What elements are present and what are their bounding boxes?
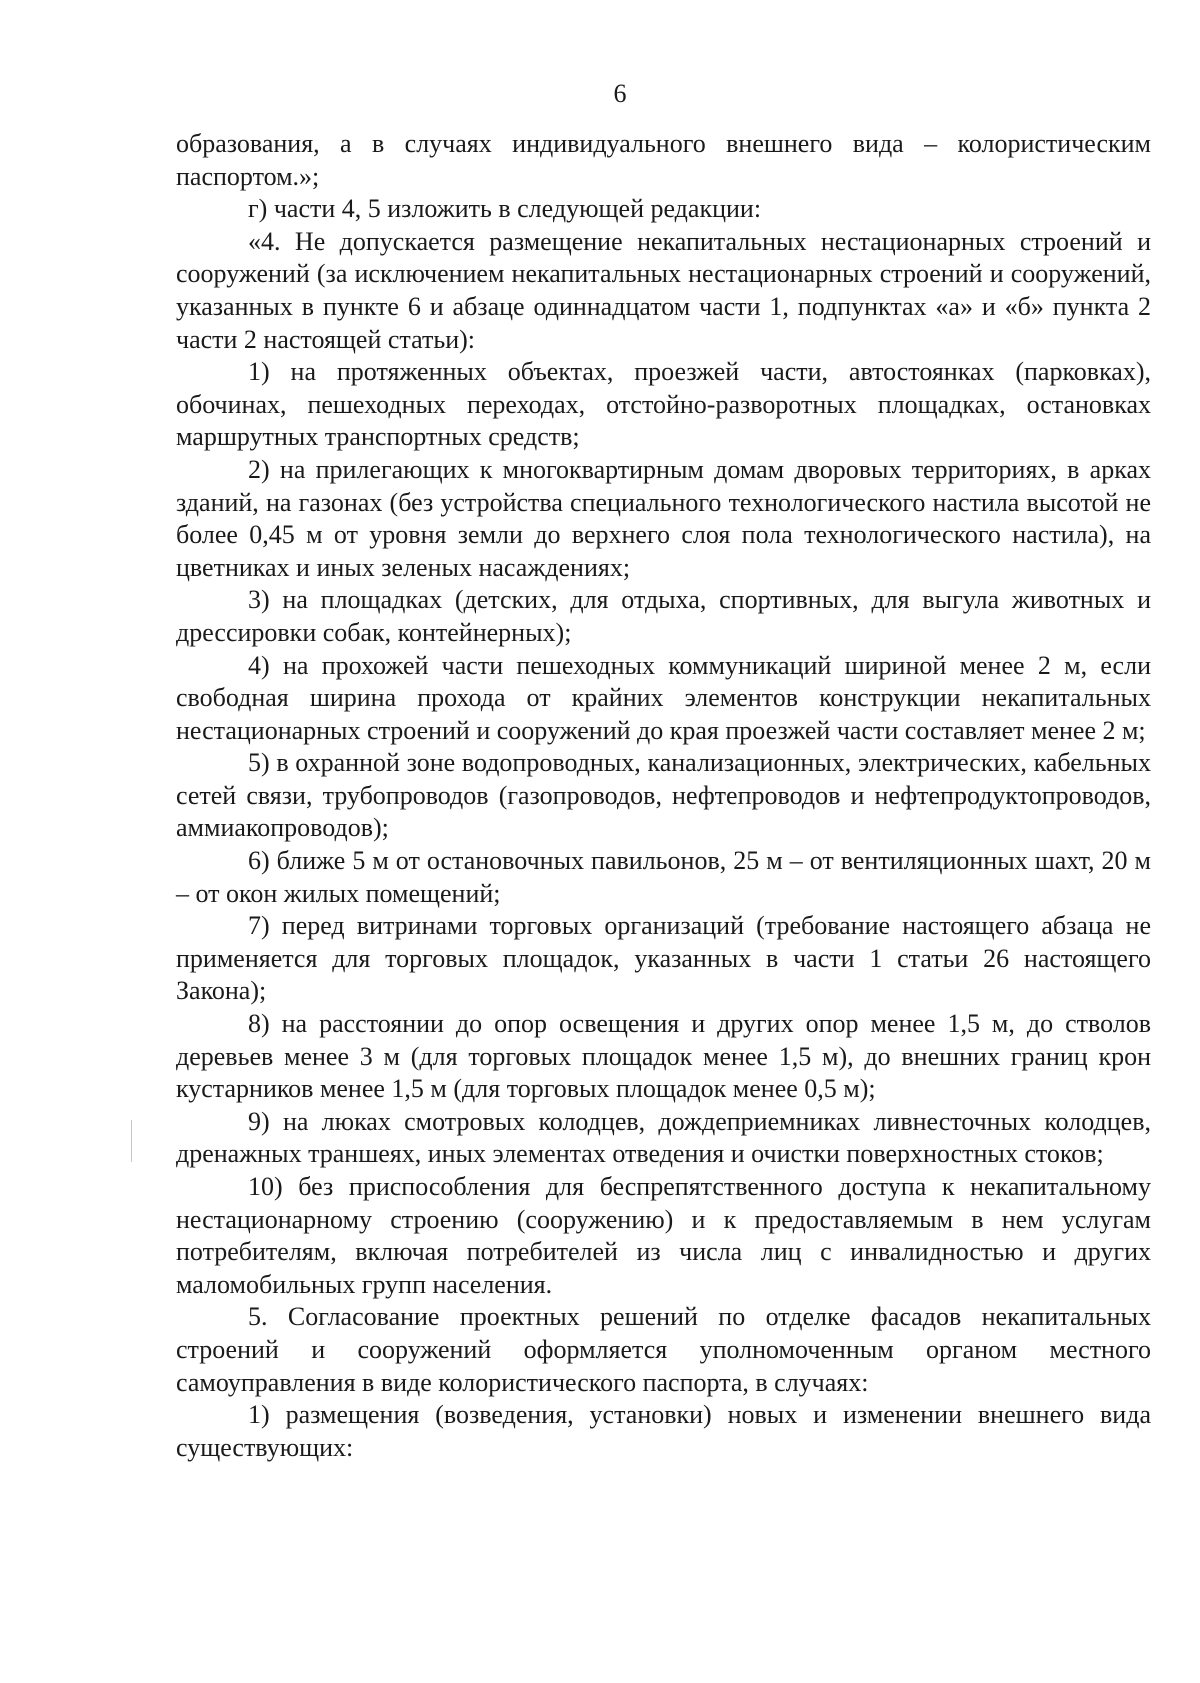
paragraph-part-5: 5. Согласование проектных решений по отделке фасадов некапитальных строений и сооружений оформляется уполномоченным органом местного самоуправления в виде колористического паспорта, в случаях:	[176, 1302, 1151, 1397]
list-item-1: 1) на протяженных объектах, проезжей части, автостоянках (парковках), обочинах, пешеходных переходах, отстойно-разворотных площадках, остановках маршрутных транспортных средств;	[176, 357, 1151, 452]
document-body	[176, 128, 1151, 1464]
scan-margin-mark	[131, 1120, 132, 1162]
part-5-list-item-1: 1) размещения (возведения, установки) новых и изменении внешнего вида существующих:	[176, 1400, 1151, 1462]
page-number: 6	[613, 79, 627, 108]
list-item-9: 9) на люках смотровых колодцев, дождеприемниках ливнесточных колодцев, дренажных траншеях, иных элементах отведения и очистки поверхностных стоков;	[176, 1106, 1151, 1169]
list-item-4: 4) на прохожей части пешеходных коммуникаций шириной менее 2 м, если свободная ширина прохода от крайних элементов конструкции некапитальных нестационарных строений и сооружений до края проезжей части составляет менее 2 м;	[176, 650, 1151, 745]
paragraph-amendment-g: г) части 4, 5 изложить в следующей редакции:	[248, 194, 762, 224]
list-item-8: 8) на расстоянии до опор освещения и других опор менее 1,5 м, до стволов деревьев менее 3 м (для торговых площадок менее 1,5 м), до внешних границ крон кустарников менее 1,5 м (для торговых площадок менее 0,5 м);	[176, 1009, 1151, 1104]
list-item-2: 2) на прилегающих к многоквартирным домам дворовых территориях, в арках зданий, на газонах (без устройства специального технологического настила высотой не более 0,45 м от уровня земли до верхнего слоя пола технологического настила), на цветниках и иных зеленых насаждениях;	[176, 454, 1151, 582]
paragraph-continuation: образования, а в случаях индивидуального внешнего вида – колористическим паспортом.»;	[176, 129, 1151, 191]
list-item-6: 6) ближе 5 м от остановочных павильонов, 25 м – от вентиляционных шахт, 20 м – от окон жилых помещений;	[176, 846, 1151, 908]
list-item-5: 5) в охранной зоне водопроводных, канализационных, электрических, кабельных сетей связи, трубопроводов (газопроводов, нефтепроводов и нефтепродуктопроводов, аммиакопроводов);	[176, 748, 1151, 843]
list-item-3: 3) на площадках (детских, для отдыха, спортивных, для выгула животных и дрессировки собак, контейнерных);	[176, 585, 1151, 647]
paragraph-part-4-intro: «4. Не допускается размещение некапитальных нестационарных строений и сооружений (за исключением некапитальных нестационарных строений и сооружений, указанных в пункте 6 и абзаце одиннадцатом части 1, подпунктах «а» и «б» пункта 2 части 2 настоящей статьи):	[176, 226, 1151, 354]
list-item-10: 10) без приспособления для беспрепятственного доступа к некапитальному нестационарному строению (сооружению) и к предоставляемым в нем услугам потребителям, включая потребителей из числа лиц с инвалидностью и других маломобильных групп населения.	[176, 1172, 1151, 1299]
list-item-7: 7) перед витринами торговых организаций (требование настоящего абзаца не применяется для торговых площадок, указанных в части 1 статьи 26 настоящего Закона);	[176, 911, 1151, 1006]
